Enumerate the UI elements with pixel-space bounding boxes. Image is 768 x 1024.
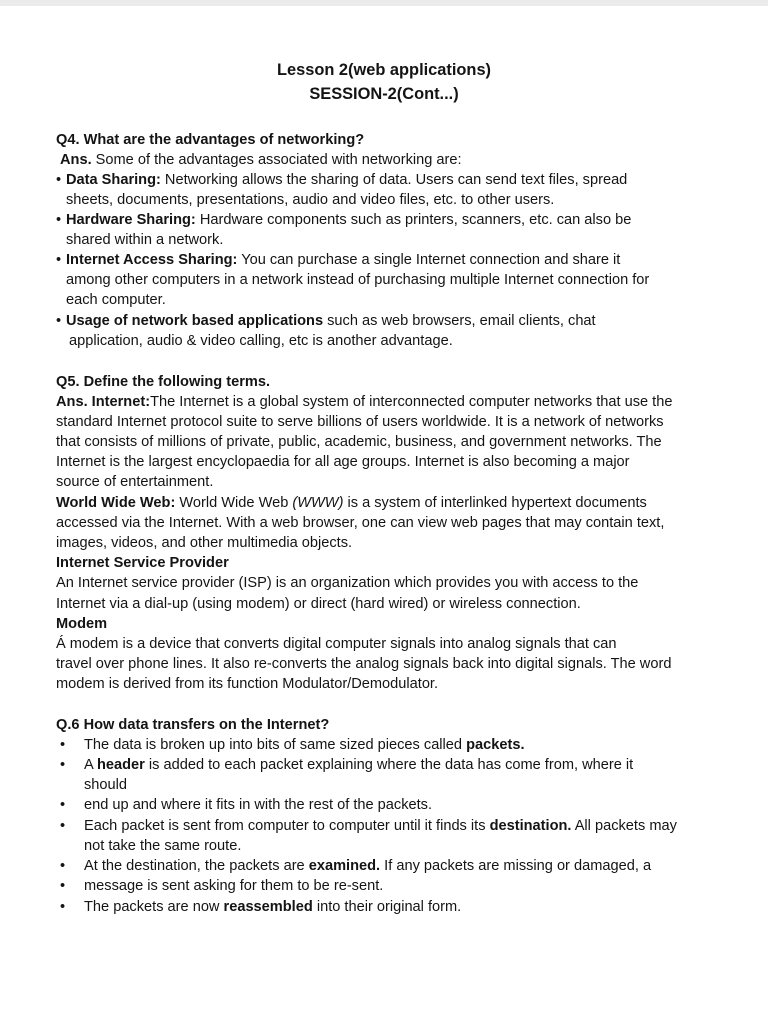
q6-item: At the destination, the packets are examined. If any packets are missing or damaged, a — [84, 858, 652, 874]
bullet: • — [60, 899, 66, 915]
modem-heading: Modem — [56, 616, 108, 632]
bullet: • — [60, 858, 66, 874]
bullet: • — [56, 252, 62, 268]
q5-question: Q5. Define the following terms. — [56, 374, 271, 390]
isp-heading: Internet Service Provider — [56, 555, 229, 571]
q6-item: Each packet is sent from computer to computer until it finds its destination. All packets may — [84, 818, 677, 834]
bullet: • — [60, 757, 66, 773]
q6-item: end up and where it fits in with the rest of the packets. — [84, 797, 433, 813]
document-page: Lesson 2(web applications) SESSION-2(Cont...) Q4. What are the advantages of networking? Ans. Some of the advantages associated with networking are: • Data Sharing: Networking allows the sharing of data. Users can send text files, spread sheets, documents, presentations, audio and video files, etc. to other users. • Hardware Sharing: Hardware components such as printers, scanners, etc. can also be shared within a network. • Internet Access Sharing: You can purchase a single Internet connection and share it among other computers in a network instead of purchasing multiple Internet connection for each computer. • Usage of network based applications such as web browsers, email clients, chat application, audio & video calling, etc is another advantage. Q5. Define the following terms. Ans. Internet:The Internet is a global system of interconnected computer networks that use the standard Internet protocol suite to serve billions of users worldwide. It is a network of networks that consists of millions of private, public, academic, business, and government networks. The Internet is the largest encyclopaedia for all age groups. Internet is also becoming a major source of entertainment. World Wide Web: World Wide Web (WWW) is a system of interlinked hypertext documents accessed via the Internet. With a web browser, one can view web pages that may contain text, images, videos, and other multimedia objects. Internet Service Provider An Internet service provider (ISP) is an organization which provides you with access to the Internet via a dial-up (using modem) or direct (hard wired) or wireless connection. Modem Á modem is a device that converts digital computer signals into analog signals that can travel over phone lines. It also re-converts the analog signals back into digital signals. The word modem is derived from its function Modulator/Demodulator. Q.6 How data transfers on the Internet? • The data is broken up into bits of same sized pieces called packets. • A header is added to each packet explaining where the data has come from, where it should • end up and where it fits in with the rest of the packets. • Each packet is sent from computer to computer until it finds its destination. All packets may not take the same route. • At the destination, the packets are examined. If any packets are missing or damaged, a • message is sent asking for them to be re-sent. • The packets are now reassembled into their original form. — [0, 6, 768, 1024]
q6-item: The data is broken up into bits of same sized pieces called packets. — [84, 737, 525, 753]
q6-item: The packets are now reassembled into their original form. — [84, 899, 462, 915]
q6-item: A header is added to each packet explaining where the data has come from, where it — [84, 757, 634, 773]
q4-answer-intro: Ans. Some of the advantages associated with networking are: — [60, 152, 462, 168]
bullet: • — [60, 818, 66, 834]
q6-question: Q.6 How data transfers on the Internet? — [56, 717, 330, 733]
page-title: Lesson 2(web applications) — [276, 61, 492, 79]
bullet: • — [60, 737, 66, 753]
bullet: • — [60, 878, 66, 894]
page-subtitle: SESSION-2(Cont...) — [309, 85, 459, 103]
q6-item: message is sent asking for them to be re-sent. — [84, 878, 384, 894]
bullet: • — [60, 797, 66, 813]
bullet: • — [56, 172, 62, 188]
bullet: • — [56, 313, 62, 329]
bullet: • — [56, 212, 62, 228]
q4-question: Q4. What are the advantages of networking? — [56, 132, 365, 148]
